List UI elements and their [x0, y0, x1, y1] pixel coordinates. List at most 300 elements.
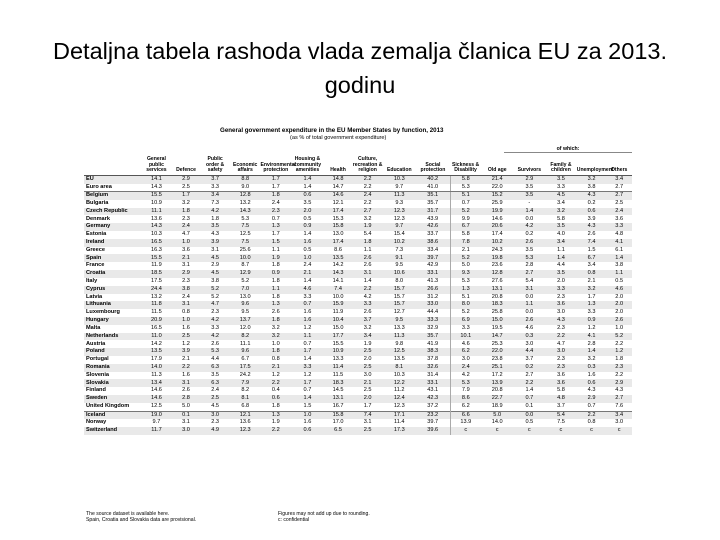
- value-cell: 2.3: [271, 207, 280, 214]
- value-cell: 4.4: [525, 348, 534, 355]
- table-row: [84, 262, 632, 270]
- value-cell: 14.6: [332, 192, 344, 199]
- value-cell: 32.6: [427, 363, 439, 370]
- value-cell: 1.9: [271, 419, 280, 426]
- value-cell: 2.8: [587, 340, 596, 347]
- value-cell: 14.0: [491, 419, 503, 426]
- column-header: Public order & safety: [200, 144, 230, 176]
- value-cell: 1.4: [303, 176, 312, 182]
- country-cell: Poland: [86, 348, 105, 355]
- value-cell: 3.3: [557, 285, 565, 292]
- value-cell: 14.3: [332, 270, 344, 277]
- table-header-row: [84, 144, 632, 176]
- value-cell: 4.2: [211, 332, 219, 339]
- value-cell: 41.9: [427, 340, 439, 347]
- value-cell: 3.1: [182, 262, 190, 269]
- value-cell: 17.2: [491, 371, 503, 378]
- value-cell: 3.8: [211, 278, 219, 285]
- column-header: Survivors: [514, 144, 546, 176]
- value-cell: 2.4: [182, 293, 190, 300]
- value-cell: 7.5: [241, 223, 250, 230]
- value-cell: 4.2: [450, 372, 481, 380]
- value-cell: 3.8: [577, 184, 607, 192]
- value-cell: 12.9: [239, 270, 251, 277]
- value-cell: 25.6: [239, 246, 251, 253]
- value-cell: 2.3: [557, 293, 565, 300]
- value-cell: 0.7: [303, 387, 312, 394]
- value-cell: c: [527, 427, 531, 434]
- value-cell: 2.0: [615, 293, 624, 300]
- table-row: [84, 200, 632, 208]
- value-cell: 0.6: [587, 379, 596, 386]
- value-cell: 1.7: [182, 192, 190, 199]
- value-cell: 2.9: [615, 379, 624, 386]
- value-cell: 42.6: [427, 223, 439, 230]
- table-row: [84, 239, 632, 247]
- table-row: [84, 333, 632, 341]
- value-cell: 3.1: [525, 285, 534, 292]
- value-cell: 2.5: [211, 395, 219, 402]
- value-cell: 8.1: [241, 395, 250, 402]
- value-cell: 3.2: [182, 199, 190, 206]
- value-cell: 13.5: [393, 356, 405, 363]
- value-cell: 20.8: [491, 387, 503, 394]
- value-cell: 6.1: [615, 246, 624, 253]
- value-cell: 3.7: [525, 356, 534, 363]
- value-cell: 2.1: [363, 379, 372, 386]
- value-cell: 5.3: [211, 348, 219, 355]
- value-cell: 3.7: [557, 402, 565, 409]
- value-cell: 15.7: [393, 293, 405, 300]
- value-cell: 1.8: [211, 215, 219, 222]
- value-cell: 40.2: [427, 176, 439, 182]
- value-cell: 11.9: [151, 262, 162, 269]
- value-cell: 7.6: [615, 402, 624, 409]
- value-cell: 3.4: [557, 238, 565, 245]
- country-cell: Slovenia: [86, 371, 110, 378]
- country-cell: Czech Republic: [86, 207, 128, 214]
- value-cell: 5.4: [363, 231, 372, 238]
- value-cell: 33.3: [427, 317, 439, 324]
- value-cell: 20.6: [491, 223, 503, 230]
- country-cell: Belgium: [86, 192, 109, 199]
- expenditure-table-image: [84, 125, 634, 523]
- value-cell: 1.7: [303, 348, 312, 355]
- value-cell: 1.7: [587, 293, 596, 300]
- value-cell: 2.2: [363, 176, 372, 182]
- value-cell: 2.2: [615, 371, 624, 378]
- value-cell: 3.3: [545, 184, 577, 192]
- value-cell: 5.3: [525, 254, 534, 261]
- value-cell: 3.0: [557, 309, 565, 316]
- value-cell: 11.5: [332, 371, 344, 378]
- value-cell: 43.1: [427, 387, 439, 394]
- country-cell: Italy: [86, 278, 98, 285]
- value-cell: 1.5: [271, 238, 280, 245]
- value-cell: 35.7: [427, 332, 439, 339]
- value-cell: 0.6: [303, 192, 312, 199]
- value-cell: 3.4: [606, 411, 632, 419]
- value-cell: 5.2: [450, 309, 481, 317]
- value-cell: 13.0: [239, 293, 251, 300]
- value-cell: 4.5: [211, 254, 219, 261]
- value-cell: 4.0: [557, 231, 565, 238]
- value-cell: 5.3: [450, 184, 481, 192]
- value-cell: 0.8: [271, 356, 280, 363]
- value-cell: 10.3: [151, 231, 162, 238]
- value-cell: 2.1: [587, 278, 596, 285]
- value-cell: 14.2: [151, 340, 162, 347]
- value-cell: 14.5: [332, 387, 344, 394]
- table-row: [84, 340, 632, 348]
- value-cell: 12.7: [393, 309, 405, 316]
- value-cell: 42.9: [427, 262, 439, 269]
- table-row: [84, 395, 632, 403]
- value-cell: 6.5: [334, 427, 342, 434]
- value-cell: 7.4: [334, 285, 342, 292]
- value-cell: 2.7: [615, 395, 624, 402]
- footnote-source: The source dataset is available here.: [86, 511, 170, 517]
- value-cell: 5.2: [450, 208, 481, 216]
- value-cell: 22.0: [481, 184, 514, 192]
- value-cell: 1.0: [291, 411, 324, 419]
- value-cell: 14.6: [151, 387, 162, 394]
- value-cell: 14.6: [151, 395, 162, 402]
- value-cell: 5.8: [450, 176, 481, 184]
- value-cell: 0.8: [587, 270, 596, 277]
- value-cell: 3.9: [587, 215, 596, 222]
- value-cell: 2.4: [182, 223, 190, 230]
- value-cell: 3.2: [587, 285, 596, 292]
- value-cell: 7.0: [241, 285, 250, 292]
- value-cell: 2.1: [182, 356, 190, 363]
- value-cell: 2.9: [587, 395, 596, 402]
- country-cell: Iceland: [84, 411, 141, 419]
- value-cell: c: [559, 427, 563, 434]
- value-cell: 9.9: [450, 215, 481, 223]
- value-cell: 1.2: [303, 371, 312, 378]
- value-cell: 15.3: [332, 215, 344, 222]
- value-cell: 7.9: [241, 379, 250, 386]
- value-cell: 2.6: [587, 231, 596, 238]
- value-cell: 2.3: [182, 278, 190, 285]
- value-cell: 12.8: [239, 192, 251, 199]
- country-cell: Bulgaria: [86, 199, 109, 206]
- value-cell: 0.9: [271, 270, 280, 277]
- value-cell: 4.3: [587, 387, 596, 394]
- value-cell: 0.5: [303, 215, 312, 222]
- value-cell: 17.4: [332, 207, 344, 214]
- value-cell: 18.9: [491, 402, 503, 409]
- country-cell: Sweden: [86, 395, 108, 402]
- value-cell: 0.6: [303, 427, 312, 434]
- value-cell: 17.0: [332, 419, 344, 426]
- value-cell: 13.4: [151, 379, 162, 386]
- value-cell: 0.2: [525, 231, 534, 238]
- value-cell: 1.3: [271, 223, 280, 230]
- value-cell: 1.2: [271, 371, 280, 378]
- value-cell: 14.3: [239, 207, 251, 214]
- value-cell: 9.7: [383, 184, 416, 192]
- value-cell: 2.6: [363, 254, 372, 261]
- value-cell: 2.5: [182, 332, 190, 339]
- value-cell: 4.6: [303, 285, 312, 292]
- value-cell: 5.0: [481, 411, 514, 419]
- value-cell: 6.3: [211, 363, 219, 370]
- value-cell: 5.2: [211, 293, 219, 300]
- country-cell: Norway: [86, 419, 107, 426]
- value-cell: 17.5: [151, 278, 162, 285]
- table-row: [84, 192, 632, 200]
- value-cell: 2.2: [182, 363, 190, 370]
- value-cell: 5.2: [615, 332, 624, 339]
- value-cell: 11.9: [332, 309, 344, 316]
- value-cell: 15.0: [491, 317, 503, 324]
- value-cell: 12.5: [393, 348, 405, 355]
- value-cell: 1.3: [450, 286, 481, 294]
- value-cell: 2.7: [525, 270, 534, 277]
- value-cell: 13.5: [332, 254, 344, 261]
- value-cell: 2.3: [211, 419, 219, 426]
- value-cell: 2.6: [363, 309, 372, 316]
- value-cell: 0.7: [525, 395, 534, 402]
- value-cell: 10.0: [332, 293, 344, 300]
- value-cell: 2.4: [271, 199, 280, 206]
- column-header: Education: [383, 144, 416, 176]
- value-cell: 38.3: [427, 348, 439, 355]
- value-cell: 2.3: [211, 309, 219, 316]
- value-cell: 15.5: [151, 192, 162, 199]
- value-cell: 2.0: [615, 309, 624, 316]
- value-cell: 5.3: [450, 278, 481, 286]
- value-cell: 1.4: [303, 395, 312, 402]
- value-cell: 15.0: [332, 324, 344, 331]
- value-cell: 35.1: [427, 192, 439, 199]
- value-cell: 4.7: [557, 340, 565, 347]
- country-cell: Lithuania: [86, 301, 111, 308]
- value-cell: 1.1: [615, 270, 624, 277]
- value-cell: 2.9: [182, 270, 190, 277]
- value-cell: 3.0: [182, 427, 190, 434]
- value-cell: 1.6: [303, 238, 312, 245]
- value-cell: 9.7: [152, 419, 161, 426]
- value-cell: 10.4: [332, 317, 344, 324]
- country-cell: United Kingdom: [86, 402, 130, 409]
- value-cell: 4.3: [587, 192, 596, 199]
- expenditure-table: [84, 144, 632, 435]
- value-cell: 10.0: [239, 254, 251, 261]
- value-cell: 3.3: [450, 325, 481, 333]
- value-cell: 24.4: [151, 285, 162, 292]
- value-cell: 11.1: [151, 207, 162, 214]
- value-cell: 4.6: [525, 324, 534, 331]
- value-cell: 2.2: [363, 285, 372, 292]
- table-row: [84, 278, 632, 286]
- of-which-label: of which:: [504, 146, 632, 153]
- value-cell: 12.3: [393, 207, 405, 214]
- value-cell: 1.0: [303, 254, 312, 261]
- value-cell: 6.7: [450, 223, 481, 231]
- country-cell: Malta: [86, 324, 101, 331]
- value-cell: 2.4: [211, 387, 219, 394]
- table-row: [84, 364, 632, 372]
- value-cell: 19.9: [491, 207, 503, 214]
- value-cell: c: [450, 427, 481, 435]
- value-cell: 3.2: [363, 215, 372, 222]
- value-cell: 4.6: [450, 340, 481, 348]
- table-row: [84, 372, 632, 380]
- value-cell: 2.5: [363, 363, 372, 370]
- value-cell: 2.9: [182, 176, 190, 182]
- value-cell: 4.5: [211, 270, 219, 277]
- table-row: [84, 247, 632, 255]
- value-cell: 4.3: [615, 387, 624, 394]
- value-cell: 1.6: [182, 324, 190, 331]
- value-cell: 6.2: [450, 348, 481, 356]
- value-cell: 0.7: [587, 402, 596, 409]
- value-cell: 23.8: [491, 356, 503, 363]
- value-cell: 3.1: [182, 379, 190, 386]
- value-cell: 16.5: [151, 238, 162, 245]
- column-header: Others: [606, 144, 632, 176]
- value-cell: 0.5: [615, 278, 624, 285]
- value-cell: 12.5: [151, 402, 162, 409]
- value-cell: 1.1: [271, 246, 280, 253]
- value-cell: 39.6: [427, 427, 439, 434]
- value-cell: 14.1: [332, 278, 344, 285]
- value-cell: 2.1: [271, 363, 280, 370]
- value-cell: 14.3: [141, 184, 172, 192]
- value-cell: c: [590, 427, 593, 434]
- value-cell: 2.3: [182, 215, 190, 222]
- slide-title: Detaljna tabela rashoda vlada zemalja članica EU za 2013. godinu: [53, 38, 667, 98]
- table-row: [84, 286, 632, 294]
- value-cell: 6.7: [241, 356, 250, 363]
- value-cell: 35.7: [427, 199, 439, 206]
- footnote-provisional: Spain, Croatia and Slovakia data are provisional.: [86, 517, 197, 523]
- value-cell: 3.9: [211, 238, 219, 245]
- value-cell: 3.5: [525, 192, 534, 199]
- table-row: [84, 223, 632, 231]
- value-cell: 13.9: [491, 379, 503, 386]
- value-cell: 11.5: [151, 309, 162, 316]
- value-cell: 14.1: [151, 176, 162, 182]
- country-cell: Finland: [86, 387, 106, 394]
- value-cell: 3.3: [303, 293, 312, 300]
- value-cell: 3.9: [182, 348, 190, 355]
- value-cell: 5.0: [182, 402, 190, 409]
- value-cell: 2.0: [363, 356, 372, 363]
- value-cell: 1.1: [271, 285, 280, 292]
- value-cell: 12.8: [491, 270, 503, 277]
- value-cell: 4.4: [211, 356, 219, 363]
- column-header: Culture, recreation & religion: [352, 144, 383, 176]
- value-cell: 2.6: [525, 238, 534, 245]
- value-cell: 1.7: [261, 184, 292, 192]
- value-cell: 0.8: [182, 309, 190, 316]
- value-cell: 2.2: [525, 379, 534, 386]
- value-cell: 3.0: [615, 419, 624, 426]
- value-cell: 2.7: [363, 207, 372, 214]
- value-cell: 17.3: [393, 427, 405, 434]
- value-cell: 3.8: [615, 262, 624, 269]
- value-cell: 2.3: [557, 363, 565, 370]
- value-cell: 2.2: [615, 340, 624, 347]
- value-cell: 2.2: [271, 379, 280, 386]
- value-cell: 0.9: [303, 223, 312, 230]
- value-cell: 1.6: [303, 309, 312, 316]
- value-cell: 1.8: [182, 207, 190, 214]
- value-cell: 3.3: [615, 223, 624, 230]
- value-cell: 14.7: [324, 184, 353, 192]
- value-cell: 3.5: [557, 176, 565, 182]
- value-cell: 0.0: [525, 309, 534, 316]
- country-cell: Netherlands: [86, 332, 119, 339]
- value-cell: 26.6: [427, 285, 439, 292]
- value-cell: 1.9: [271, 254, 280, 261]
- value-cell: 13.1: [332, 395, 344, 402]
- value-cell: 10.9: [332, 348, 344, 355]
- value-cell: 0.7: [303, 301, 312, 308]
- value-cell: 2.0: [303, 207, 312, 214]
- value-cell: 1.4: [525, 207, 534, 214]
- value-cell: 41.3: [427, 278, 439, 285]
- value-cell: 2.6: [615, 317, 624, 324]
- country-cell: Croatia: [86, 270, 106, 277]
- value-cell: 4.4: [557, 262, 565, 269]
- value-cell: 16.5: [151, 324, 162, 331]
- value-cell: 13.2: [151, 293, 162, 300]
- value-cell: 1.7: [303, 379, 312, 386]
- footnote-rounding: Figures may not add up due to rounding.: [278, 511, 370, 517]
- footnote-right: [278, 511, 370, 523]
- value-cell: 15.2: [491, 192, 503, 199]
- value-cell: 9.7: [395, 223, 404, 230]
- column-header: Unemployment: [577, 144, 607, 176]
- value-cell: 2.4: [363, 192, 372, 199]
- value-cell: 3.5: [557, 223, 565, 230]
- value-cell: 42.3: [427, 395, 439, 402]
- value-cell: 3.6: [557, 301, 565, 308]
- value-cell: 3.2: [557, 207, 565, 214]
- value-cell: 15.8: [324, 411, 353, 419]
- value-cell: 2.3: [557, 324, 565, 331]
- value-cell: 4.2: [211, 207, 219, 214]
- value-cell: 20.9: [151, 317, 162, 324]
- value-cell: 3.4: [615, 176, 624, 182]
- value-cell: 2.3: [615, 363, 624, 370]
- value-cell: 0.8: [587, 419, 596, 426]
- value-cell: 7.5: [241, 238, 250, 245]
- value-cell: 3.1: [363, 419, 372, 426]
- value-cell: 1.2: [182, 340, 190, 347]
- value-cell: 16.3: [151, 246, 162, 253]
- value-cell: c: [495, 427, 499, 434]
- value-cell: 1.2: [587, 324, 596, 331]
- value-cell: 21.4: [491, 176, 503, 182]
- value-cell: 0.1: [525, 402, 534, 409]
- value-cell: 39.7: [427, 254, 439, 261]
- value-cell: 22.0: [491, 348, 503, 355]
- value-cell: 31.4: [427, 371, 439, 378]
- value-cell: 1.4: [525, 387, 534, 394]
- value-cell: 1.2: [303, 324, 312, 331]
- value-cell: 4.7: [211, 301, 219, 308]
- value-cell: 0.7: [450, 200, 481, 208]
- value-cell: 12.1: [230, 411, 261, 419]
- value-cell: 9.1: [395, 254, 404, 261]
- value-cell: 0.6: [271, 395, 280, 402]
